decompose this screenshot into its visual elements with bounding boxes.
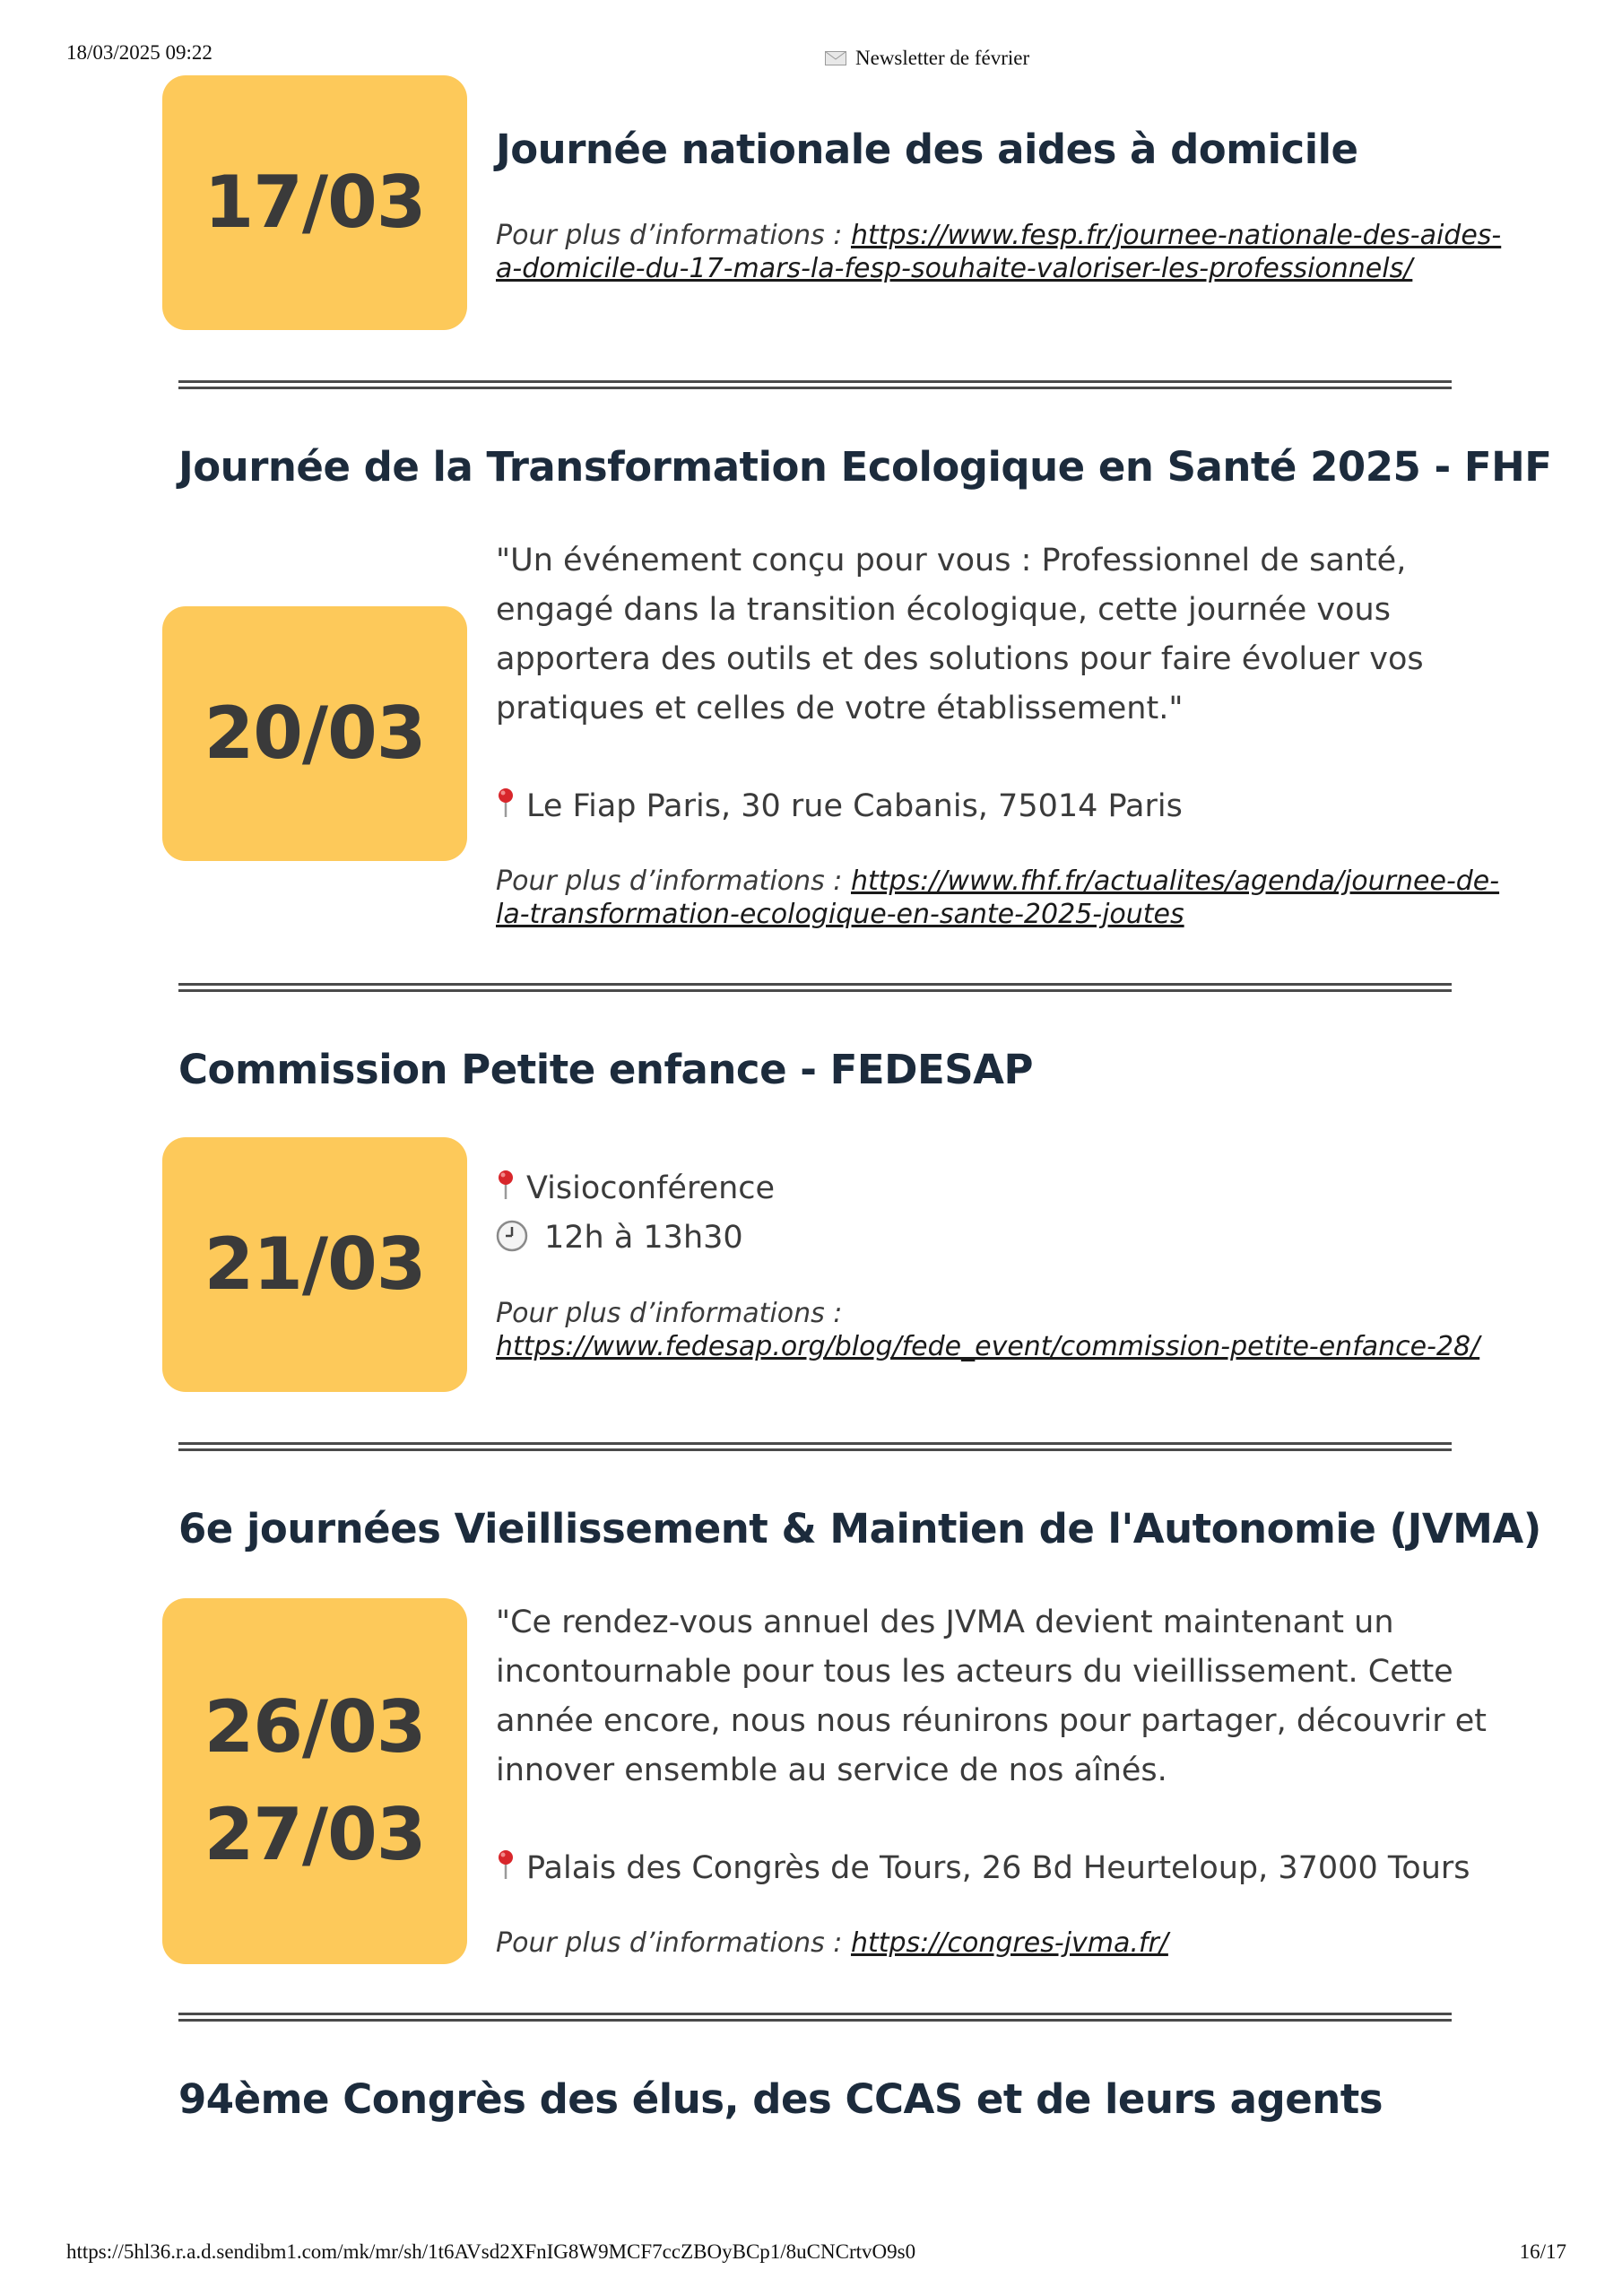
more-info-label: Pour plus d’informations : xyxy=(496,865,843,897)
location-text: Palais des Congrès de Tours, 26 Bd Heurteloup, 37000 Tours xyxy=(526,1850,1470,1886)
section-divider xyxy=(178,380,1452,389)
event-date: 20/03 xyxy=(204,691,426,775)
page-number: 16/17 xyxy=(1519,2240,1566,2263)
event-link[interactable]: https://www.fesp.fr/journee-nationale-des-aides- xyxy=(850,220,1502,251)
description-line: engagé dans la transition écologique, cette journée vous xyxy=(496,592,1391,628)
event-link[interactable]: https://www.fedesap.org/blog/fede_event/commission-petite-enfance-28/ xyxy=(496,1331,1480,1362)
event-date: 26/03 xyxy=(204,1685,426,1769)
event-date: 17/03 xyxy=(204,161,426,244)
description-line: année encore, nous nous réunirons pour partager, découvrir et xyxy=(496,1703,1488,1739)
description-line: "Un événement conçu pour vous : Professionnel de santé, xyxy=(496,543,1407,578)
event-location xyxy=(496,1844,1473,1893)
section-divider xyxy=(178,983,1452,992)
more-info-label: Pour plus d’informations : xyxy=(496,1298,843,1329)
event-description xyxy=(496,1598,1488,1796)
event-title: Journée nationale des aides à domicile xyxy=(496,126,1358,173)
event-date-badge xyxy=(162,1598,467,1964)
event-title: 6e journées Vieillissement & Maintien de l'Autonomie (JVMA) xyxy=(178,1505,1541,1552)
event-date: 27/03 xyxy=(204,1793,426,1876)
event-link-continued[interactable]: la-transformation-ecologique-en-sante-2025-joutes xyxy=(496,899,1184,930)
event-date-badge xyxy=(162,1137,467,1392)
round-pushpin-icon xyxy=(496,787,516,818)
event-description xyxy=(496,536,1473,734)
print-title xyxy=(825,47,1029,70)
more-info xyxy=(496,1297,1480,1363)
more-info xyxy=(496,865,1500,931)
more-info-label: Pour plus d’informations : xyxy=(496,220,843,251)
description-line: pratiques et celles de votre établissement." xyxy=(496,691,1184,726)
print-header xyxy=(0,41,1622,77)
location-text: Visioconférence xyxy=(526,1170,776,1206)
more-info xyxy=(496,219,1502,285)
event-link[interactable]: https://www.fhf.fr/actualites/agenda/journee-de- xyxy=(850,865,1500,897)
print-datetime: 18/03/2025 09:22 xyxy=(66,41,213,64)
event-title: Journée de la Transformation Ecologique en Santé 2025 - FHF xyxy=(178,443,1552,491)
event-title: 94ème Congrès des élus, des CCAS et de leurs agents xyxy=(178,2075,1383,2123)
description-line: apportera des outils et des solutions pour faire évoluer vos xyxy=(496,641,1424,677)
event-title: Commission Petite enfance - FEDESAP xyxy=(178,1046,1033,1093)
round-pushpin-icon xyxy=(496,1170,516,1200)
event-details xyxy=(496,1164,1473,1263)
event-link-continued[interactable]: a-domicile-du-17-mars-la-fesp-souhaite-valoriser-les-professionnels/ xyxy=(496,253,1413,284)
envelope-icon xyxy=(825,51,846,65)
clock-icon xyxy=(496,1220,528,1252)
section-divider xyxy=(178,1442,1452,1451)
location-text: Le Fiap Paris, 30 rue Cabanis, 75014 Paris xyxy=(526,788,1183,824)
round-pushpin-icon xyxy=(496,1849,516,1880)
more-info xyxy=(496,1926,1473,1960)
print-title-text: Newsletter de février xyxy=(855,47,1030,69)
event-date-badge xyxy=(162,75,467,330)
section-divider xyxy=(178,2013,1452,2022)
event-link[interactable]: https://congres-jvma.fr/ xyxy=(850,1927,1168,1959)
description-line: "Ce rendez-vous annuel des JVMA devient maintenant un xyxy=(496,1605,1394,1640)
description-line: innover ensemble au service de nos aînés. xyxy=(496,1752,1167,1788)
event-date: 21/03 xyxy=(204,1222,426,1306)
time-text: 12h à 13h30 xyxy=(544,1220,743,1256)
description-line: incontournable pour tous les acteurs du vieillissement. Cette xyxy=(496,1654,1453,1690)
event-date-badge xyxy=(162,606,467,861)
print-footer xyxy=(0,2240,1622,2276)
print-url: https://5hl36.r.a.d.sendibm1.com/mk/mr/sh/1t6AVsd2XFnIG8W9MCF7ccZBOyBCp1/8uCNCrtvO9s0 xyxy=(66,2240,916,2263)
more-info-label: Pour plus d’informations : xyxy=(496,1927,843,1959)
event-location xyxy=(496,782,1473,831)
